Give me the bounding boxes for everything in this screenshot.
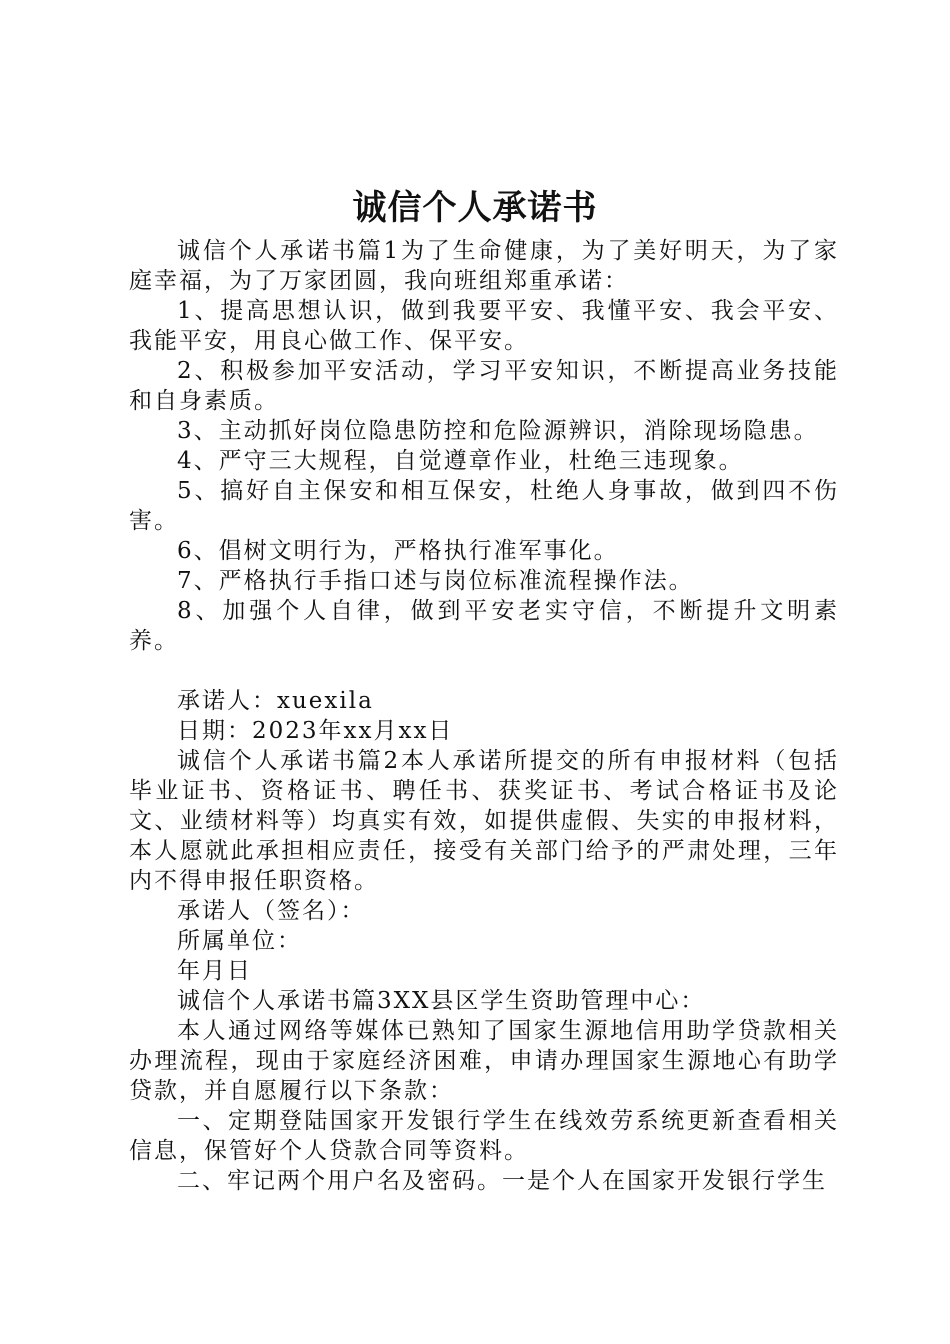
document-body bbox=[129, 236, 839, 1196]
paragraph-pledge-2: 诚信个人承诺书篇2本人承诺所提交的所有申报材料（包括毕业证书、资格证书、聘任书、获奖证书、考试合格证书及论文、业绩材料等）均真实有效，如提供虚假、失实的申报材料，本人愿就此承担相应责任，接受有关部门给予的严肃处理，三年内不得申报任职资格。 bbox=[129, 748, 839, 894]
paragraph-item-4: 4、严守三大规程，自觉遵章作业，杜绝三违现象。 bbox=[177, 448, 744, 474]
blank-line bbox=[129, 656, 839, 686]
paragraph-pledge-3-heading: 诚信个人承诺书篇3XX县区学生资助管理中心： bbox=[177, 988, 706, 1014]
paragraph-pledge-1-intro: 诚信个人承诺书篇1为了生命健康，为了美好明天，为了家庭幸福，为了万家团圆，我向班组郑重承诺： bbox=[129, 238, 839, 294]
paragraph-item-2: 2、积极参加平安活动，学习平安知识，不断提高业务技能和自身素质。 bbox=[129, 358, 839, 414]
document-title: 诚信个人承诺书 bbox=[352, 188, 598, 228]
paragraph-item-8: 8、加强个人自律，做到平安老实守信，不断提升文明素养。 bbox=[129, 598, 839, 654]
unit-line: 所属单位： bbox=[177, 928, 302, 954]
paragraph-item-1: 1、提高思想认识，做到我要平安、我懂平安、我会平安、我能平安，用良心做工作、保平安。 bbox=[129, 298, 839, 354]
date-blank-line: 年月日 bbox=[177, 958, 252, 984]
paragraph-item-6: 6、倡树文明行为，严格执行准军事化。 bbox=[177, 538, 619, 564]
paragraph-pledge-3-intro: 本人通过网络等媒体已熟知了国家生源地信用助学贷款相关办理流程，现由于家庭经济困难，申请办理国家生源地心有助学贷款，并自愿履行以下条款： bbox=[129, 1018, 839, 1104]
paragraph-item-5: 5、搞好自主保安和相互保安，杜绝人身事故，做到四不伤害。 bbox=[129, 478, 839, 534]
paragraph-item-7: 7、严格执行手指口述与岗位标准流程操作法。 bbox=[177, 568, 694, 594]
paragraph-clause-1: 一、定期登陆国家开发银行学生在线效劳系统更新查看相关信息，保管好个人贷款合同等资料。 bbox=[129, 1108, 839, 1164]
paragraph-item-3: 3、主动抓好岗位隐患防控和危险源辨识，消除现场隐患。 bbox=[177, 418, 819, 444]
paragraph-clause-2: 二、牢记两个用户名及密码。一是个人在国家开发银行学生 bbox=[177, 1168, 827, 1194]
signer-line: 承诺人：xuexila bbox=[177, 688, 374, 714]
date-line: 日期：2023年xx月xx日 bbox=[177, 718, 454, 744]
signature-line: 承诺人（签名）： bbox=[177, 898, 366, 924]
